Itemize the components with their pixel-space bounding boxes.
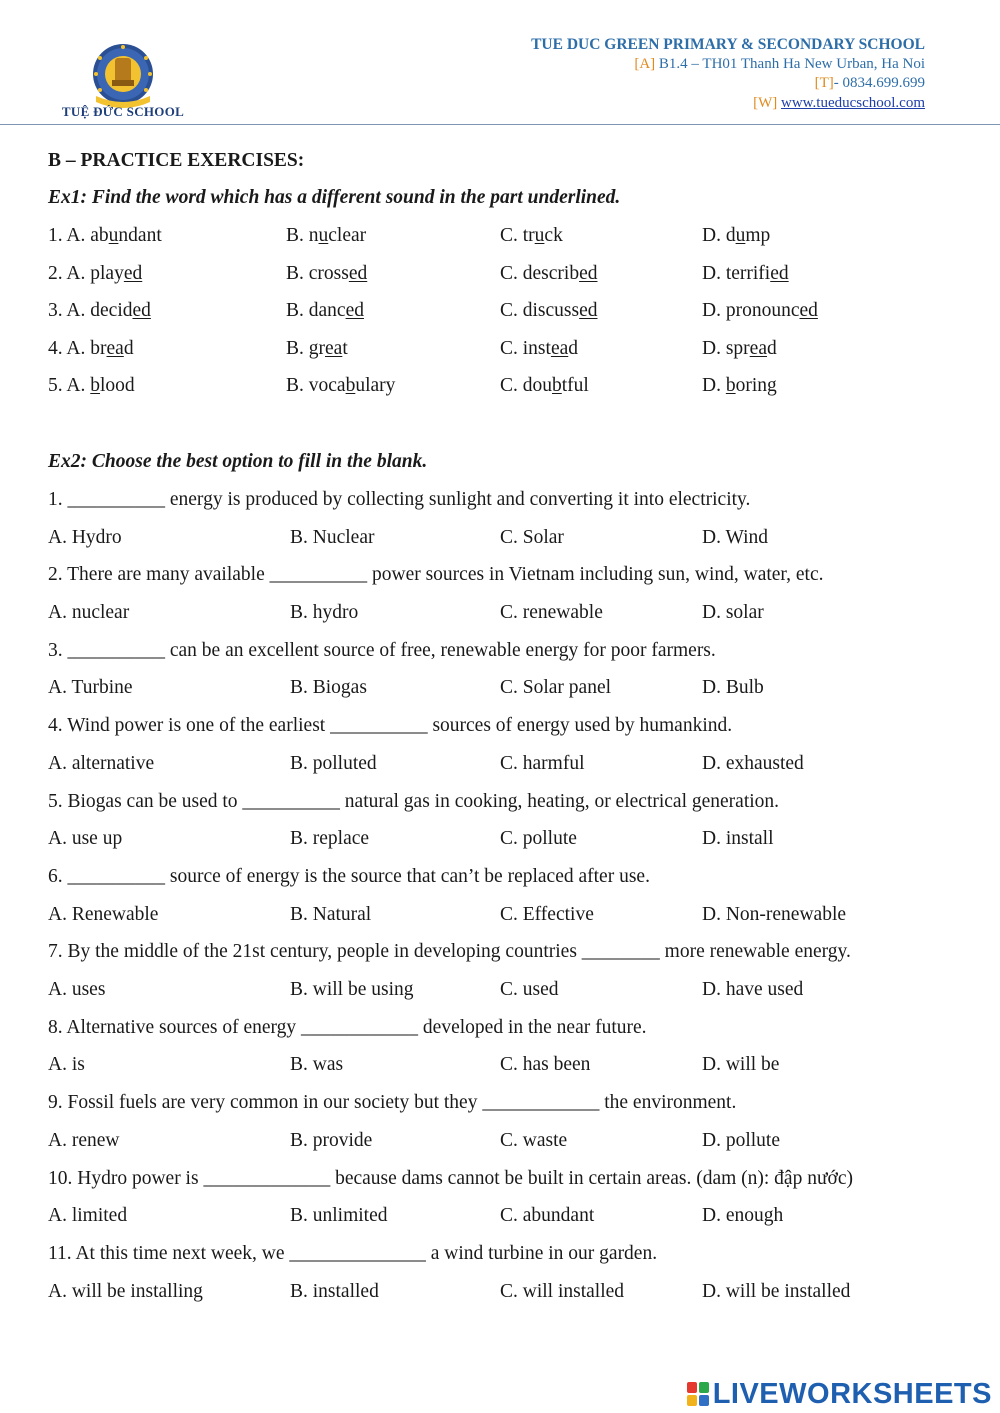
ex1-q1-option-d[interactable]: D. dump: [702, 225, 771, 246]
ex2-q10-option-b[interactable]: B. unlimited: [290, 1205, 388, 1227]
ex2-q7-option-d[interactable]: D. have used: [702, 978, 804, 1000]
ex2-q5-option-a[interactable]: A. use up: [48, 828, 123, 850]
ex1-q2-option-d[interactable]: D. terrified: [702, 263, 789, 284]
ex1-q3-option-b[interactable]: B. danced: [286, 300, 364, 321]
underlined-part: u: [318, 225, 329, 246]
ex2-q5-option-d[interactable]: D. install: [702, 828, 774, 850]
ex2-q2-option-c[interactable]: C. renewable: [500, 601, 603, 623]
ex1-q3-option-a[interactable]: 3. A. decided: [48, 300, 151, 321]
school-address-line: [A] B1.4 – TH01 Thanh Ha New Urban, Ha Noi: [634, 55, 925, 72]
ex2-q6-option-a[interactable]: A. Renewable: [48, 903, 159, 925]
ex2-q2-option-d[interactable]: D. solar: [702, 601, 764, 623]
ex2-q3-option-a[interactable]: A. Turbine: [48, 677, 133, 699]
underlined-part: b: [90, 375, 101, 396]
ex2-q8-option-a[interactable]: A. is: [48, 1054, 85, 1076]
ex2-q1-option-c[interactable]: C. Solar: [500, 526, 564, 548]
watermark-text: LIVEWORKSHEETS: [712, 1377, 992, 1410]
ex2-q5-option-c[interactable]: C. pollute: [500, 828, 577, 850]
ex2-question-5: 5. Biogas can be used to __________ natural gas in cooking, heating, or electrical generation.: [48, 790, 780, 812]
underlined-part: ed: [579, 263, 598, 284]
underlined-part: ed: [770, 263, 789, 284]
underlined-part: b: [725, 375, 736, 396]
ex2-q9-option-d[interactable]: D. pollute: [702, 1129, 780, 1151]
ex2-q9-option-b[interactable]: B. provide: [290, 1129, 373, 1151]
school-phone-line: [T]- 0834.699.699: [814, 75, 925, 91]
ex2-q1-option-a[interactable]: A. Hydro: [48, 526, 122, 548]
ex2-question-11: 11. At this time next week, we ______________ a wind turbine in our garden.: [48, 1243, 658, 1264]
section-title: B – PRACTICE EXERCISES:: [48, 150, 305, 171]
ex2-q11-option-a[interactable]: A. will be installing: [48, 1280, 203, 1302]
ex2-q3-option-b[interactable]: B. Biogas: [290, 677, 367, 699]
ex1-q4-option-d[interactable]: D. spread: [702, 338, 777, 359]
ex2-question-9: 9. Fossil fuels are very common in our society but they ____________ the environment.: [48, 1092, 737, 1114]
school-contact-block: [531, 35, 925, 113]
ex2-q2-option-b[interactable]: B. hydro: [290, 601, 359, 623]
ex1-q2-option-b[interactable]: B. crossed: [286, 263, 368, 284]
ex2-q4-option-d[interactable]: D. exhausted: [702, 752, 804, 774]
ex2-q9-option-c[interactable]: C. waste: [500, 1129, 568, 1151]
ex1-q5-option-c[interactable]: C. doubtful: [500, 375, 589, 396]
ex1-q5-option-a[interactable]: 5. A. blood: [48, 375, 135, 396]
ex2-q6-option-b[interactable]: B. Natural: [290, 903, 372, 925]
underlined-part: ea: [749, 338, 767, 359]
ex2-q1-option-b[interactable]: B. Nuclear: [290, 526, 375, 548]
ex2-q10-option-d[interactable]: D. enough: [702, 1205, 784, 1227]
ex1-q1-option-c[interactable]: C. truck: [500, 225, 563, 246]
ex2-q4-option-c[interactable]: C. harmful: [500, 752, 585, 774]
ex2-q3-option-c[interactable]: C. Solar panel: [500, 677, 612, 699]
ex1-q2-option-a[interactable]: 2. A. played: [48, 263, 143, 284]
ex2-question-10: 10. Hydro power is _____________ because dams cannot be built in certain areas. (dam (n): đập nước): [48, 1167, 853, 1189]
ex2-q8-option-d[interactable]: D. will be: [702, 1054, 780, 1076]
logo-text: TUỆ ĐỨC SCHOOL: [61, 104, 185, 119]
underlined-part: ed: [345, 300, 364, 321]
ex2-q7-option-a[interactable]: A. uses: [48, 978, 106, 1000]
ex2-question-6: 6. __________ source of energy is the source that can’t be replaced after use.: [48, 866, 650, 887]
ex2-question-2: 2. There are many available __________ power sources in Vietnam including sun, wind, water, etc.: [48, 564, 824, 586]
school-web-line: [W] www.tueducschool.com: [753, 94, 925, 111]
underlined-part: u: [108, 225, 119, 246]
underlined-part: ed: [123, 263, 143, 284]
school-name: TUE DUC GREEN PRIMARY & SECONDARY SCHOOL: [531, 36, 925, 53]
ex2-q10-option-a[interactable]: A. limited: [48, 1205, 128, 1227]
ex2-q11-option-c[interactable]: C. will installed: [500, 1280, 625, 1302]
underlined-part: u: [534, 225, 545, 246]
ex2-q11-option-b[interactable]: B. installed: [290, 1280, 379, 1302]
ex1-q3-option-d[interactable]: D. pronounced: [702, 300, 818, 321]
ex2-q4-option-a[interactable]: A. alternative: [48, 752, 155, 774]
ex2-q8-option-b[interactable]: B. was: [290, 1054, 344, 1076]
ex2-q2-option-a[interactable]: A. nuclear: [48, 601, 130, 623]
ex1-q4-option-a[interactable]: 4. A. bread: [48, 338, 134, 359]
underlined-part: ed: [132, 300, 151, 321]
ex1-q3-option-c[interactable]: C. discussed: [500, 300, 598, 321]
ex2-q3-option-d[interactable]: D. Bulb: [702, 677, 764, 699]
ex2-question-4: 4. Wind power is one of the earliest __________ sources of energy used by humankind.: [48, 715, 733, 737]
ex2-question-1: 1. __________ energy is produced by collecting sunlight and converting it into electricity.: [48, 489, 751, 510]
ex2-question-3: 3. __________ can be an excellent source of free, renewable energy for poor farmers.: [48, 639, 716, 661]
ex1-q4-option-c[interactable]: C. instead: [500, 338, 578, 359]
school-website-link[interactable]: www.tueducschool.com: [781, 94, 925, 111]
ex2-question-8: 8. Alternative sources of energy ____________ developed in the near future.: [48, 1016, 647, 1038]
ex2-q9-option-a[interactable]: A. renew: [48, 1129, 120, 1151]
ex2-q6-option-d[interactable]: D. Non-renewable: [702, 903, 847, 925]
ex2-q1-option-d[interactable]: D. Wind: [702, 526, 769, 548]
ex2-q7-option-c[interactable]: C. used: [500, 978, 559, 1000]
underlined-part: ea: [550, 338, 569, 359]
ex1-q5-option-d[interactable]: D. boring: [702, 375, 777, 396]
ex1-q4-option-b[interactable]: B. great: [286, 338, 348, 359]
ex2-title: Ex2: Choose the best option to fill in the blank.: [48, 451, 428, 472]
ex2-question-7: 7. By the middle of the 21st century, people in developing countries ________ more renewable energy.: [48, 941, 851, 963]
ex1-q2-option-c[interactable]: C. described: [500, 263, 598, 284]
underlined-part: b: [552, 375, 562, 396]
ex2-q10-option-c[interactable]: C. abundant: [500, 1205, 595, 1227]
ex2-q4-option-b[interactable]: B. polluted: [290, 752, 377, 774]
ex1-q5-option-b[interactable]: B. vocabulary: [286, 375, 396, 396]
underlined-part: ed: [579, 300, 598, 321]
underlined-part: ed: [348, 263, 368, 284]
header-divider: [0, 124, 1000, 125]
underlined-part: b: [345, 375, 356, 396]
ex2-q11-option-d[interactable]: D. will be installed: [702, 1280, 851, 1302]
ex2-q8-option-c[interactable]: C. has been: [500, 1054, 591, 1076]
ex1-q1-option-b[interactable]: B. nuclear: [286, 225, 367, 246]
liveworksheets-watermark: [687, 1378, 992, 1410]
ex1-q1-option-a[interactable]: 1. A. abundant: [48, 225, 162, 246]
underlined-part: ea: [106, 338, 124, 359]
underlined-part: ed: [799, 300, 818, 321]
ex1-title: Ex1: Find the word which has a different sound in the part underlined.: [48, 187, 621, 208]
ex2-q6-option-c[interactable]: C. Effective: [500, 903, 594, 925]
underlined-part: ea: [325, 338, 343, 359]
underlined-part: u: [735, 225, 746, 246]
ex2-q7-option-b[interactable]: B. will be using: [290, 978, 414, 1000]
ex2-q5-option-b[interactable]: B. replace: [290, 828, 370, 850]
liveworksheets-logo-icon: [687, 1382, 709, 1406]
